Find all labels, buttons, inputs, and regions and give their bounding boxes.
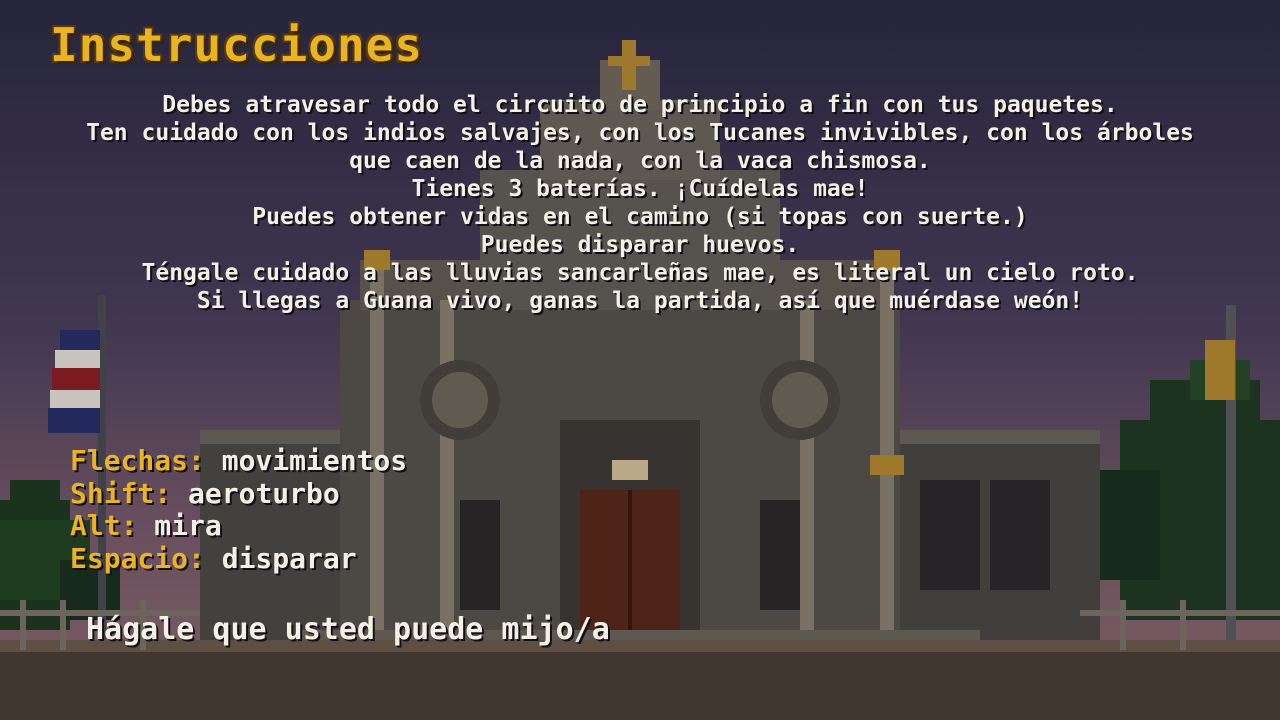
- instruction-line: Si llegas a Guana vivo, ganas la partida, así que muérdase weón!: [196, 288, 1084, 314]
- control-action: aeroturbo: [188, 476, 340, 510]
- instruction-line: Debes atravesar todo el circuito de principio a fin con tus paquetes.: [162, 92, 1118, 118]
- instruction-line: Tienes 3 baterías. ¡Cuídelas mae!: [411, 176, 869, 202]
- instruction-line: Puedes disparar huevos.: [480, 232, 800, 258]
- control-key: Flechas:: [70, 444, 205, 477]
- control-key: Alt:: [70, 509, 138, 542]
- control-row-arrows: [70, 445, 407, 478]
- screen-title: Instrucciones: [50, 18, 424, 72]
- control-row-shift: [70, 478, 407, 511]
- control-action: movimientos: [221, 444, 408, 477]
- control-row-alt: [70, 510, 407, 543]
- instruction-line: Puedes obtener vidas en el camino (si topas con suerte.): [252, 204, 1028, 230]
- control-action: disparar: [221, 541, 357, 575]
- footer-message: Hágale que usted puede mijo/a: [86, 612, 610, 647]
- controls-list: [70, 445, 407, 575]
- instruction-line: Ten cuidado con los indios salvajes, con los Tucanes invivibles, con los árboles que caen de la nada, con la vaca chismosa.: [86, 120, 1194, 174]
- control-action: mira: [154, 509, 222, 542]
- control-key: Espacio:: [70, 541, 205, 575]
- control-key: Shift:: [70, 476, 172, 510]
- instruction-line: Téngale cuidado a las lluvias sancarleñas mae, es literal un cielo roto.: [141, 260, 1139, 286]
- instructions-text: [60, 91, 1220, 315]
- control-row-space: [70, 543, 407, 576]
